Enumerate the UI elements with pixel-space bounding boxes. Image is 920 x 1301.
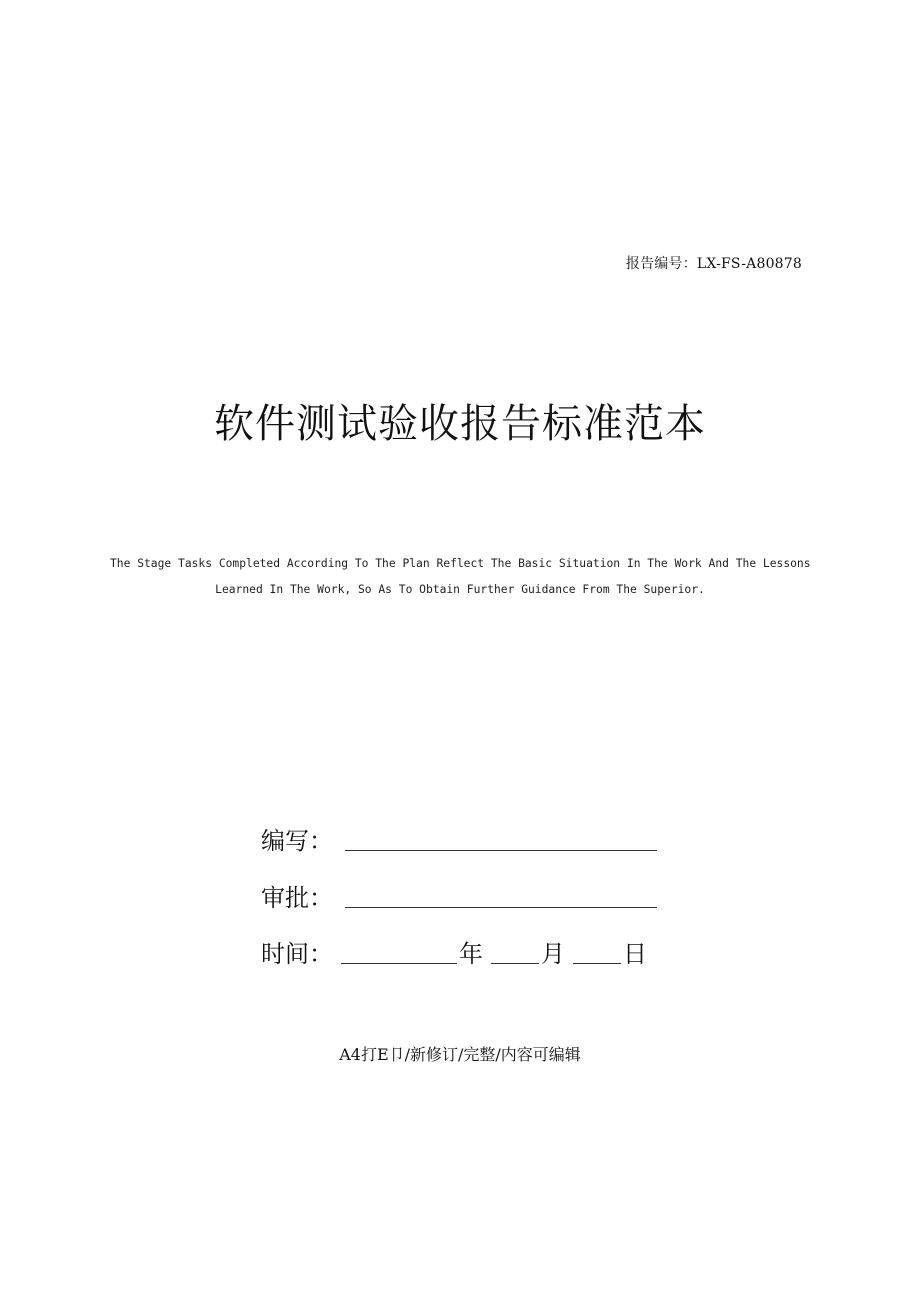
day-blank-line[interactable]: [573, 962, 621, 964]
month-label: 月: [541, 940, 565, 968]
approver-blank-line[interactable]: [345, 906, 657, 908]
approver-label: 审批：: [261, 884, 333, 912]
author-label: 编写：: [261, 827, 333, 855]
year-label: 年: [459, 940, 483, 968]
month-blank-line[interactable]: [491, 962, 539, 964]
year-blank-line[interactable]: [341, 962, 457, 964]
author-blank-line[interactable]: [345, 849, 657, 851]
time-label: 时间：: [261, 940, 333, 968]
footer-note: A4打E卩/新修订/完整/内容可编辑: [339, 1045, 581, 1064]
day-label: 日: [623, 940, 647, 968]
document-subtitle: [110, 551, 810, 603]
document-title: 软件测试验收报告标准范本: [214, 401, 706, 447]
approver-row: [261, 873, 657, 913]
date-row: [261, 929, 647, 969]
report-number: 报告编号：LX-FS-A80878: [625, 256, 802, 272]
subtitle-line-2: Learned In The Work, So As To Obtain Further Guidance From The Superior.: [215, 583, 705, 596]
subtitle-line-1: The Stage Tasks Completed According To The Plan Reflect The Basic Situation In The Work And The Lessons: [110, 557, 811, 570]
author-row: [261, 816, 657, 856]
